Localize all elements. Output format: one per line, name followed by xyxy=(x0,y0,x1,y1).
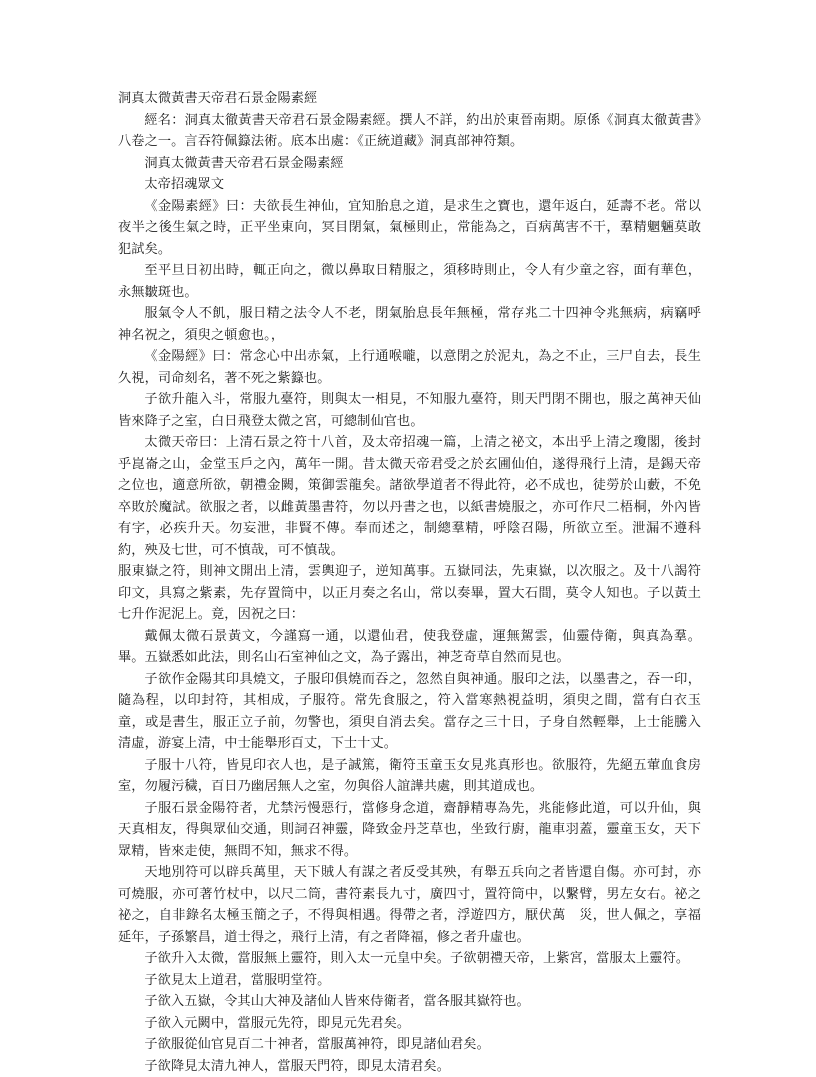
document-paragraph: 子服石景金陽符者，尤禁污慢惡行，當修身念道，齋靜精專為先，兆能修此道，可以升仙，與天真相友，得與眾仙交通，則詞召神靈，降致金丹芝草也，坐致行廚，龍車羽蓋，靈童玉女，天下 眾精，皆來走使，無問不知，無求不得。 xyxy=(118,798,701,863)
document-line: 子欲入元闕中，當服元先符，即見元先君矣。 xyxy=(118,1013,701,1035)
document-paragraph: 太微天帝曰：上清石景之符十八首，及太帝招魂一篇，上清之祕文，本出乎上清之瓊閣，後封乎崑崙之山，金堂玉戶之內，萬年一開。昔太微天帝君受之於玄圃仙伯，遂得飛行上清，是錫天帝之位也，適意所欲，朝禮金闕，策御雲龍矣。諸欲學道者不得此符，必不成也，徒勞於山藪，不免卒敗於魔試。欲服之者，以雌黃墨書符，勿以丹書之也，以紙書燒服之，亦可作尺二梧桐，外內皆有字，必疾升天。勿妄泄，非賢不傳。奉而述之，制總羣精，呼陰召陽，所欲立至。泄漏不遵科約，殃及七世，可不慎哉，可不慎哉。 xyxy=(118,432,701,561)
document-paragraph: 《金陽素經》曰：夫欲長生神仙，宜知胎息之道，是求生之寶也，還年返白，延壽不老。常以夜半之後生氣之時，正平坐東向，冥目閉氣，氣極則止，常能為之，百病萬害不干，羣精魍魎莫敢犯試矣。 xyxy=(118,196,701,261)
document-paragraph: 戴佩太微石景黃文，今謹寫一通，以還仙君，使我登虛，運無駕雲，仙靈侍衛，與真為羣。畢。五嶽悉如此法，則名山石室神仙之文，為子露出，神芝奇草自然而見也。 xyxy=(118,626,701,669)
document-paragraph: 子服十八符，皆見印衣人也，是子誠篤，衛符玉童玉女見兆真形也。欲服符，先絕五葷血食房室，勿履污穢，百日乃幽居無人之室，勿與俗人誼譁共處，則其道成也。 xyxy=(118,755,701,798)
document-paragraph: 至平旦日初出時，輒正向之，微以鼻取日精服之，須移時則止，令人有少童之容，面有華色，永無皺斑也。 xyxy=(118,260,701,303)
document-paragraph: 《金陽經》曰：常念心中出赤氣，上行通喉嚨，以意閉之於泥丸，為之不止，三尸自去，長生久視，司命刻名，著不死之紫籙也。 xyxy=(118,346,701,389)
document-heading: 洞真太微黃書天帝君石景金陽素經 xyxy=(118,153,701,175)
document-paragraph: 經名：洞真太徹黃書天帝君石景金陽素經。撰人不詳，約出於東晉南期。原係《洞真太徹黃書》八卷之一。言吞符佩籙法術。底本出處：《正統道藏》洞真部神符類。 xyxy=(118,110,701,153)
document-title: 洞真太微黃書天帝君石景金陽素經 xyxy=(118,88,701,110)
document-line: 子欲見太上道君，當服明堂符。 xyxy=(118,970,701,992)
document-paragraph: 天地別符可以辟兵萬里，天下賊人有謀之者反受其殃，有舉五兵向之者皆還自傷。亦可封，亦可燒服，亦可著竹杖中，以尺二筒，書符素長九寸，廣四寸，置符筒中，以繫臂，男左女右。祕之祕之，自非錄名太極玉簡之子，不得與相遇。得帶之者，浮遊四方，厭伏萬 災，世人佩之，享福延年，子孫繁昌，道士得之，飛行上清，有之者降福，修之者升虛也。 xyxy=(118,862,701,948)
document-line: 子欲降見太清九神人，當服天門符，即見太清君矣。 xyxy=(118,1056,701,1077)
document-paragraph: 服氣令人不飢，服日精之法令人不老，閉氣胎息長年無極，常存兆二十四神令兆無病，病竊呼神名祝之，須臾之頓愈也。， xyxy=(118,303,701,346)
document-line: 子欲入五嶽，令其山大神及諸仙人皆來侍衛者，當各服其嶽符也。 xyxy=(118,991,701,1013)
document-paragraph: 子欲升龍入斗，常服九臺符，則與太一相見，不知服九臺符，則天門閉不開也，服之萬神天仙皆來降子之室，白日飛登太微之宮，可總制仙官也。 xyxy=(118,389,701,432)
document-paragraph: 子欲作金陽其印具燒文，子服印俱燒而吞之，忽然自與神通。服印之法，以墨書之，吞一印，隨為程，以印封符，其相成，子服符。常先食服之，符入當寒熱視益明，須臾之間，當有白衣玉童，或是書生，服正立子前，勿警也，須臾自消去矣。當存之三十日，子身自然輕舉，上士能騰入清虛，游宴上清，中士能舉形百丈，下士十丈。 xyxy=(118,669,701,755)
document-text-block xyxy=(118,88,701,1077)
document-paragraph: 服東嶽之符，則神文開出上清，雲輿迎子，逆知萬事。五嶽同法，先東嶽，以次服之。及十八謁符印文，具寫之紫素，先存置筒中，以正月奏之名山，常以奏畢，置大石間，莫令人知也。子以黃土七升作泥泥上。竟，因祝之曰： xyxy=(118,561,701,626)
document-line: 子欲服從仙官見百二十神者，當服萬神符，即見諸仙君矣。 xyxy=(118,1034,701,1056)
document-paragraph: 子欲升入太微，當服無上靈符，則入太一元皇中矣。子欲朝禮天帝，上紫宮，當服太上靈符。 xyxy=(118,948,701,970)
document-heading: 太帝招魂眾文 xyxy=(118,174,701,196)
